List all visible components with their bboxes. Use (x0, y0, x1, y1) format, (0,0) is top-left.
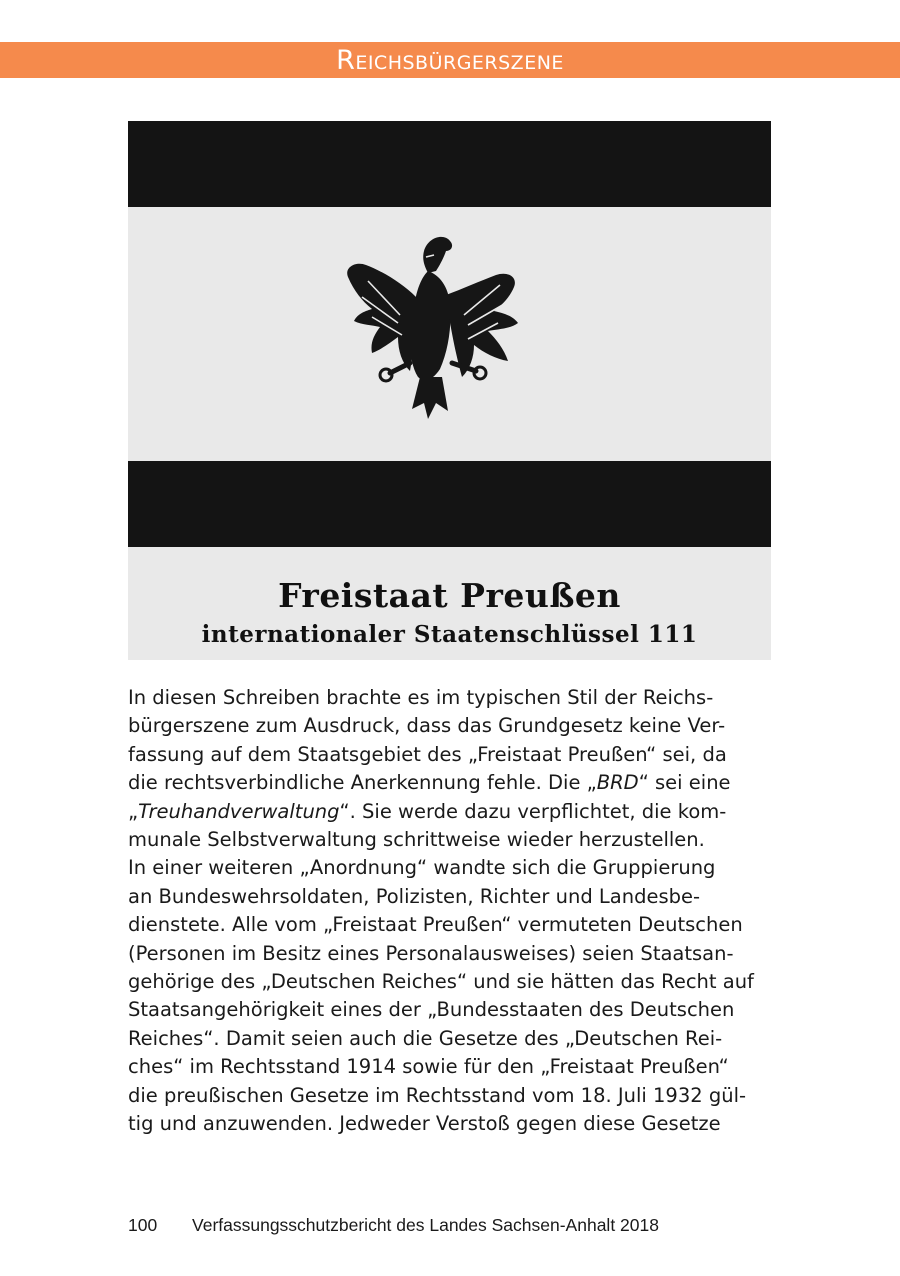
text-line: ches“ im Rechtsstand 1914 sowie für den „Freistaat Preußen“ (128, 1055, 729, 1079)
text-line: (Personen im Besitz eines Personalausweises) seien Staatsan- (128, 941, 734, 965)
flag-caption-subtitle: internationaler Staatenschlüssel 111 (201, 621, 698, 648)
body-paragraph (128, 684, 778, 1139)
flag-image (128, 121, 771, 660)
flag-stripe-top (128, 121, 771, 207)
section-header-band (0, 42, 900, 78)
text-line: In einer weiteren „Anordnung“ wandte sich die Gruppierung (128, 856, 716, 880)
text-line: die preußischen Gesetze im Rechtsstand vom 18. Juli 1932 gül- (128, 1083, 747, 1107)
italic-term: BRD (596, 771, 639, 795)
text-line: In diesen Schreiben brachte es im typischen Stil der Reichs- (128, 686, 714, 709)
italic-term: Treuhandverwaltung (138, 799, 340, 823)
flag-stripe-bottom (128, 461, 771, 547)
text-line: dienstete. Alle vom „Freistaat Preußen“ vermuteten Deutschen (128, 913, 743, 937)
page-number: 100 (128, 1215, 158, 1235)
text-line: tig und anzuwenden. Jedweder Verstoß gegen diese Gesetze (128, 1112, 721, 1136)
text-line: gehörige des „Deutschen Reiches“ und sie hätten das Recht auf (128, 970, 754, 994)
text-line: „Treuhandverwaltung“. Sie werde dazu verpflichtet, die kom- (128, 799, 727, 823)
flag-caption-title: Freistaat Preußen (278, 576, 621, 615)
text-line: fassung auf dem Staatsgebiet des „Freistaat Preußen“ sei, da (128, 742, 727, 766)
section-title: Reichsbürgerszene (336, 45, 564, 76)
page-footer (128, 1215, 659, 1236)
text-line: an Bundeswehrsoldaten, Polizisten, Richter und Landesbe- (128, 884, 701, 908)
text-line: Reiches“. Damit seien auch die Gesetze des „Deutschen Rei- (128, 1026, 723, 1050)
publication-title: Verfassungsschutzbericht des Landes Sachsen-Anhalt 2018 (192, 1215, 659, 1235)
text-line: bürgerszene zum Ausdruck, dass das Grundgesetz keine Ver- (128, 714, 726, 738)
eagle-icon (328, 231, 568, 431)
text-line: Staatsangehörigkeit eines der „Bundesstaaten des Deutschen (128, 998, 735, 1022)
text-line: munale Selbstverwaltung schrittweise wieder herzustellen. (128, 828, 705, 852)
text-line: die rechtsverbindliche Anerkennung fehle. Die „BRD“ sei eine (128, 771, 731, 795)
